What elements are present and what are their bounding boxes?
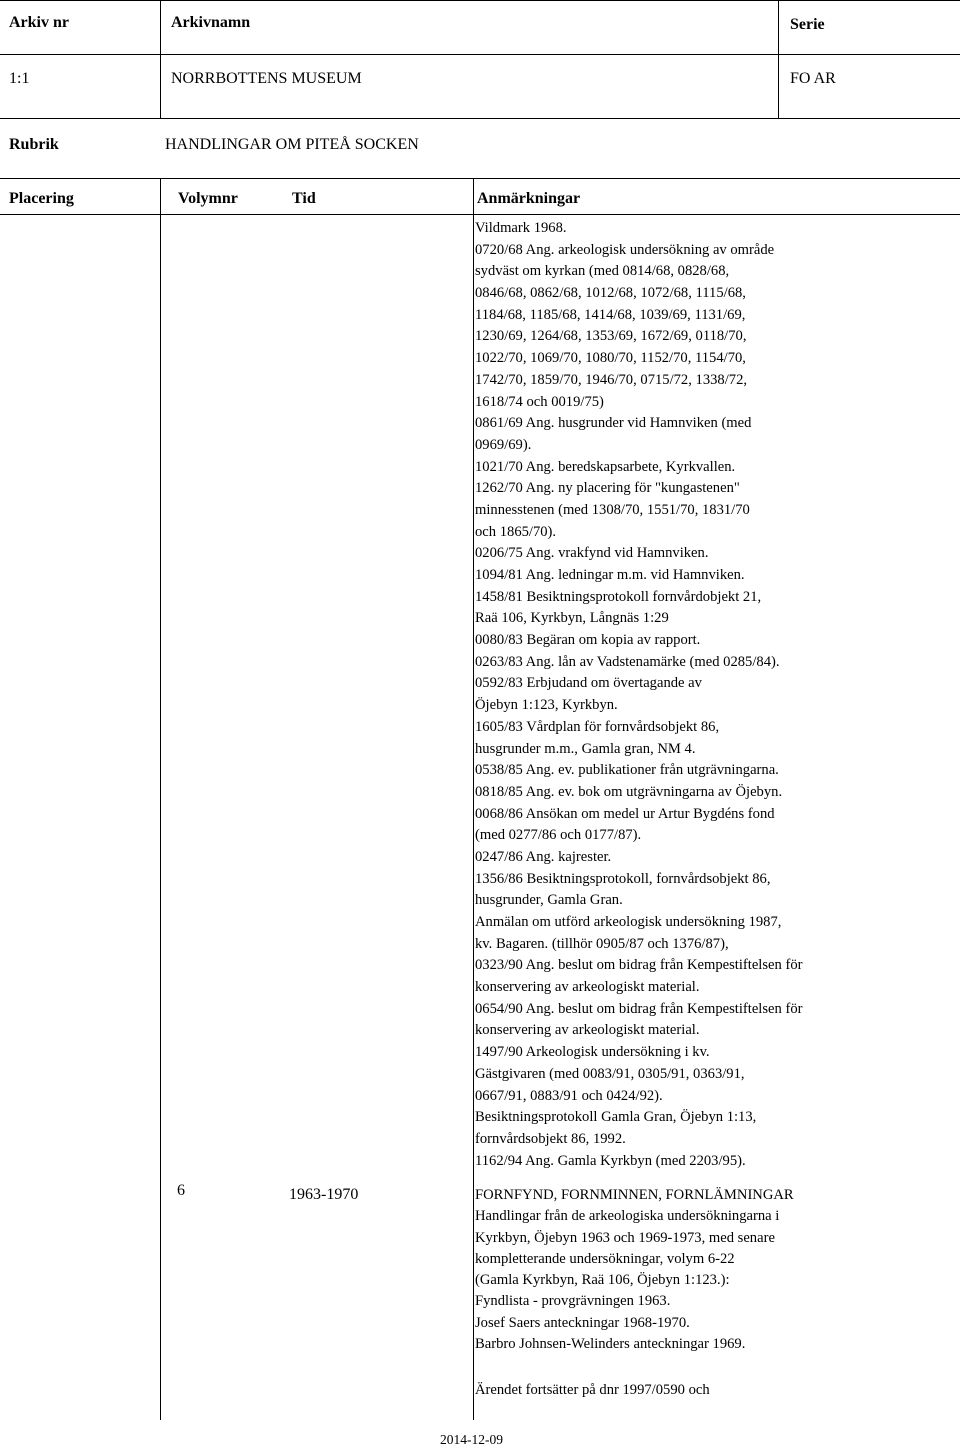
note-line: 0846/68, 0862/68, 1012/68, 1072/68, 1115/68,: [475, 285, 746, 302]
col-serie: Serie: [790, 16, 825, 33]
col-placering: Placering: [9, 190, 74, 207]
entry-volymnr: 6: [177, 1182, 185, 1199]
note-line: 0667/91, 0883/91 och 0424/92).: [475, 1087, 663, 1104]
note-line: 0720/68 Ang. arkeologisk undersökning av område: [475, 241, 775, 258]
note-line: 1022/70, 1069/70, 1080/70, 1152/70, 1154/70,: [475, 350, 746, 367]
note-line: Öjebyn 1:123, Kyrkbyn.: [475, 697, 618, 714]
entry-note-line: FORNFYND, FORNMINNEN, FORNLÄMNINGAR: [475, 1187, 794, 1203]
note-line: 1184/68, 1185/68, 1414/68, 1039/69, 1131/69,: [475, 306, 746, 323]
arkivnamn-value: NORRBOTTENS MUSEUM: [171, 70, 362, 87]
print-date: 2014-12-09: [440, 1432, 503, 1447]
note-line: 1605/83 Vårdplan för fornvårdsobjekt 86,: [475, 718, 720, 735]
continued-notes: [475, 218, 955, 1172]
entry-note-line: kompletterande undersökningar, volym 6-22: [475, 1250, 735, 1267]
note-line: konservering av arkeologiskt material.: [475, 1022, 700, 1039]
entry-notes: [475, 1185, 955, 1355]
note-line: 0247/86 Ang. kajrester.: [475, 848, 612, 865]
body-divider-right: [473, 213, 474, 1420]
entry-note-line: Kyrkbyn, Öjebyn 1963 och 1969-1973, med senare: [475, 1229, 775, 1246]
note-line: Anmälan om utförd arkeologisk undersökning 1987,: [475, 914, 782, 930]
note-line: 0654/90 Ang. beslut om bidrag från Kempestiftelsen för: [475, 1000, 803, 1017]
note-line: Raä 106, Kyrkbyn, Långnäs 1:29: [475, 610, 669, 627]
header-row-rubrik: [0, 118, 960, 179]
note-line: 0080/83 Begäran om kopia av rapport.: [475, 632, 701, 649]
note-line: 0818/85 Ang. ev. bok om utgrävningarna av Öjebyn.: [475, 783, 783, 800]
arkiv-nr-value: 1:1: [9, 70, 30, 87]
entry-tid: 1963-1970: [289, 1186, 359, 1203]
col-anmarkningar: Anmärkningar: [477, 190, 581, 207]
note-line: 0068/86 Ansökan om medel ur Artur Bygdéns fond: [475, 805, 775, 822]
note-line: Gästgivaren (med 0083/91, 0305/91, 0363/91,: [475, 1065, 745, 1082]
note-line: 1497/90 Arkeologisk undersökning i kv.: [475, 1044, 710, 1061]
note-line: 1618/74 och 0019/75): [475, 393, 604, 410]
entry-note-line: Josef Saers anteckningar 1968-1970.: [475, 1314, 690, 1331]
note-line: 1094/81 Ang. ledningar m.m. vid Hamnviken.: [475, 567, 745, 583]
body-divider-left: [160, 213, 161, 1420]
note-line: konservering av arkeologiskt material.: [475, 979, 700, 996]
col-arkivnamn: Arkivnamn: [171, 14, 251, 31]
rubrik-value: HANDLINGAR OM PITEÅ SOCKEN: [165, 136, 419, 153]
col-volymnr: Volymnr: [178, 190, 238, 207]
note-line: 1458/81 Besiktningsprotokoll fornvårdobjekt 21,: [475, 588, 762, 605]
note-line: husgrunder m.m., Gamla gran, NM 4.: [475, 740, 696, 757]
note-line: 0206/75 Ang. vrakfynd vid Hamnviken.: [475, 545, 709, 562]
note-line: kv. Bagaren. (tillhör 0905/87 och 1376/87),: [475, 935, 729, 952]
note-line: 1742/70, 1859/70, 1946/70, 0715/72, 1338/72,: [475, 371, 748, 388]
note-line: 0323/90 Ang. beslut om bidrag från Kempestiftelsen för: [475, 957, 803, 974]
note-line: 1162/94 Ang. Gamla Kyrkbyn (med 2203/95).: [475, 1152, 746, 1169]
col-tid: Tid: [292, 190, 316, 207]
note-line: och 1865/70).: [475, 523, 557, 540]
note-line: Vildmark 1968.: [475, 220, 567, 236]
note-line: (med 0277/86 och 0177/87).: [475, 827, 642, 844]
note-line: 0538/85 Ang. ev. publikationer från utgrävningarna.: [475, 762, 779, 779]
note-line: 1262/70 Ang. ny placering för "kungastenen": [475, 480, 740, 497]
entry-note-line: Handlingar från de arkeologiska undersökningarna i: [475, 1208, 780, 1225]
note-line: minnesstenen (med 1308/70, 1551/70, 1831/70: [475, 501, 750, 518]
note-line: 0263/83 Ang. lån av Vadstenamärke (med 0285/84).: [475, 653, 780, 670]
note-line: 1356/86 Besiktningsprotokoll, fornvårdsobjekt 86,: [475, 870, 771, 887]
entry-note-line: Fyndlista - provgrävningen 1963.: [475, 1293, 671, 1310]
note-line: fornvårdsobjekt 86, 1992.: [475, 1130, 626, 1147]
note-line: 0592/83 Erbjudand om övertagande av: [475, 675, 702, 692]
serie-value: FO AR: [790, 70, 836, 87]
entry-note-line: (Gamla Kyrkbyn, Raä 106, Öjebyn 1:123.):: [475, 1272, 730, 1289]
note-line: Besiktningsprotokoll Gamla Gran, Öjebyn 1:13,: [475, 1109, 757, 1126]
note-line: husgrunder, Gamla Gran.: [475, 892, 623, 909]
note-line: 1230/69, 1264/68, 1353/69, 1672/69, 0118/70,: [475, 328, 747, 345]
note-line: 0861/69 Ang. husgrunder vid Hamnviken (med: [475, 415, 752, 432]
col-arkiv-nr: Arkiv nr: [9, 14, 69, 31]
rubrik-label: Rubrik: [9, 136, 59, 153]
entry-note-line: Barbro Johnsen-Welinders anteckningar 1969.: [475, 1336, 746, 1353]
note-line: 0969/69).: [475, 436, 532, 453]
note-line: sydväst om kyrkan (med 0814/68, 0828/68,: [475, 263, 730, 280]
continuation-note: Ärendet fortsätter på dnr 1997/0590 och: [475, 1382, 710, 1398]
note-line: 1021/70 Ang. beredskapsarbete, Kyrkvallen.: [475, 458, 736, 475]
